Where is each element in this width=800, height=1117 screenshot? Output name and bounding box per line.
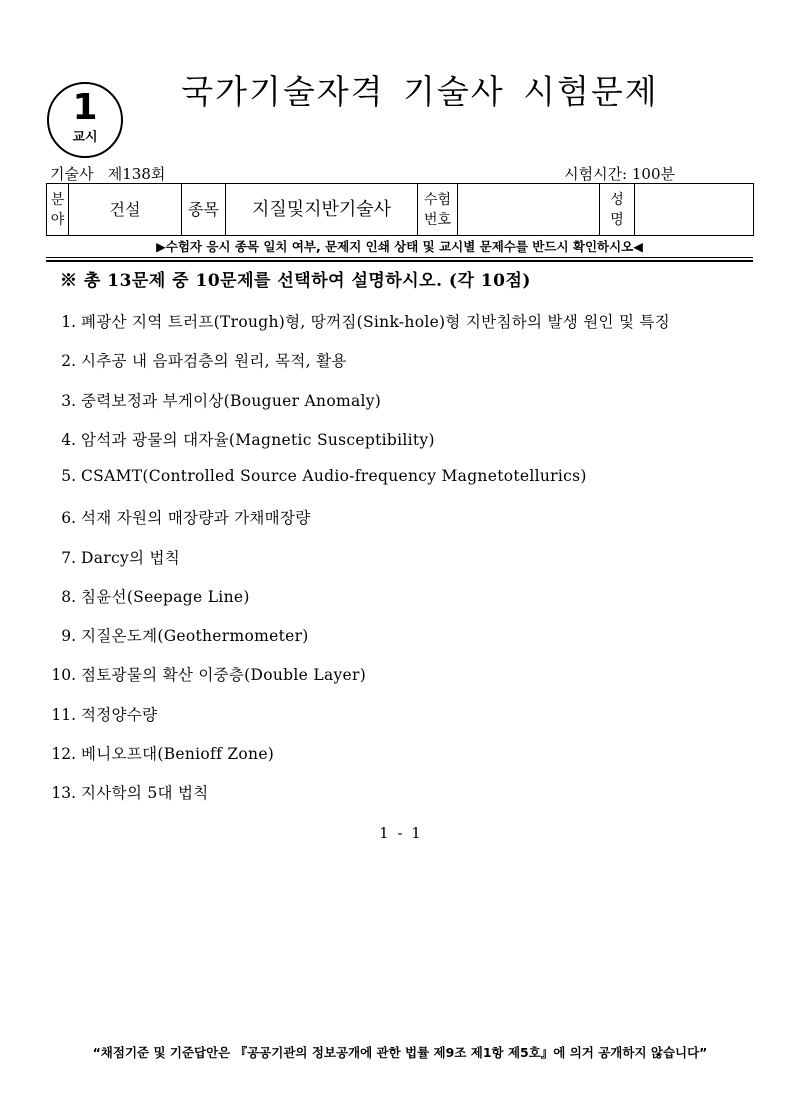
question-number: 12. xyxy=(51,744,76,763)
question-item xyxy=(44,467,670,506)
question-text: 시추공 내 음파검층의 원리, 목적, 활용 xyxy=(81,352,347,371)
footer-note: “채점기준 및 기준답안은 『공공기관의 정보공개에 관한 법률 제9조 제1항 제5호』에 의거 공개하지 않습니다” xyxy=(92,1045,708,1060)
question-number: 9. xyxy=(61,627,76,645)
question-item xyxy=(44,781,670,820)
question-item xyxy=(44,428,670,467)
session-number: 1 xyxy=(72,87,98,128)
question-text: 점토광물의 확산 이중층(Double Layer) xyxy=(81,666,367,685)
page-number: 1 - 1 xyxy=(379,824,421,842)
question-text: 석재 자원의 매장량과 가채매장량 xyxy=(81,509,311,528)
question-text: 침윤선(Seepage Line) xyxy=(81,587,250,606)
question-item xyxy=(44,703,670,742)
name-label: 성 명 xyxy=(600,184,635,236)
question-item xyxy=(44,624,670,663)
exam-round: 기술사 제138회 xyxy=(50,165,166,183)
question-item xyxy=(44,349,670,388)
question-item xyxy=(44,389,670,428)
question-number: 5. xyxy=(61,467,76,485)
question-number: 4. xyxy=(61,430,76,449)
question-number: 11. xyxy=(51,705,76,724)
question-text: 암석과 광물의 대자율(Magnetic Susceptibility) xyxy=(81,430,435,449)
notice: ▶수험자 응시 종목 일치 여부, 문제지 인쇄 상태 및 교시별 문제수를 반드시 확인하시오◀ xyxy=(156,239,643,254)
category-value: 지질및지반기술사 xyxy=(226,184,418,236)
field-value: 건설 xyxy=(69,184,182,236)
question-text: CSAMT(Controlled Source Audio-frequency Magnetotellurics) xyxy=(81,467,587,485)
question-number: 8. xyxy=(61,587,76,606)
question-text: 지질온도계(Geothermometer) xyxy=(81,627,309,645)
exam-time: 시험시간: 100분 xyxy=(564,165,675,183)
question-item xyxy=(44,663,670,702)
question-number: 3. xyxy=(61,391,76,410)
question-number: 2. xyxy=(61,352,76,371)
question-item xyxy=(44,585,670,624)
question-item xyxy=(44,310,670,349)
divider xyxy=(46,257,753,258)
question-item xyxy=(44,742,670,781)
divider xyxy=(46,260,753,262)
question-text: 지사학의 5대 법칙 xyxy=(81,784,209,802)
question-text: 적정양수량 xyxy=(81,705,158,724)
question-number: 6. xyxy=(61,509,76,528)
session-label: 교시 xyxy=(72,130,98,145)
question-text: Darcy의 법칙 xyxy=(81,548,181,567)
question-item xyxy=(44,506,670,545)
question-number: 1. xyxy=(61,313,76,331)
question-text: 중력보정과 부게이상(Bouguer Anomaly) xyxy=(81,391,382,410)
question-text: 폐광산 지역 트러프(Trough)형, 땅꺼짐(Sink-hole)형 지반침하의 발생 원인 및 특징 xyxy=(81,313,671,331)
question-list xyxy=(44,310,670,820)
question-item xyxy=(44,546,670,585)
question-number: 13. xyxy=(51,784,76,802)
instruction: ※ 총 13문제 중 10문제를 선택하여 설명하시오. (각 10점) xyxy=(60,271,531,291)
page-title: 국가기술자격 기술사 시험문제 xyxy=(181,72,659,111)
name-field[interactable] xyxy=(635,184,754,236)
field-label: 분 야 xyxy=(47,184,69,236)
info-table xyxy=(46,183,754,236)
category-label: 종목 xyxy=(182,184,226,236)
session-badge xyxy=(47,82,123,158)
question-number: 7. xyxy=(61,548,76,567)
question-text: 베니오프대(Benioff Zone) xyxy=(81,744,275,763)
exam-number-field[interactable] xyxy=(458,184,600,236)
exam-number-label: 수험 번호 xyxy=(418,184,458,236)
question-number: 10. xyxy=(51,666,76,685)
